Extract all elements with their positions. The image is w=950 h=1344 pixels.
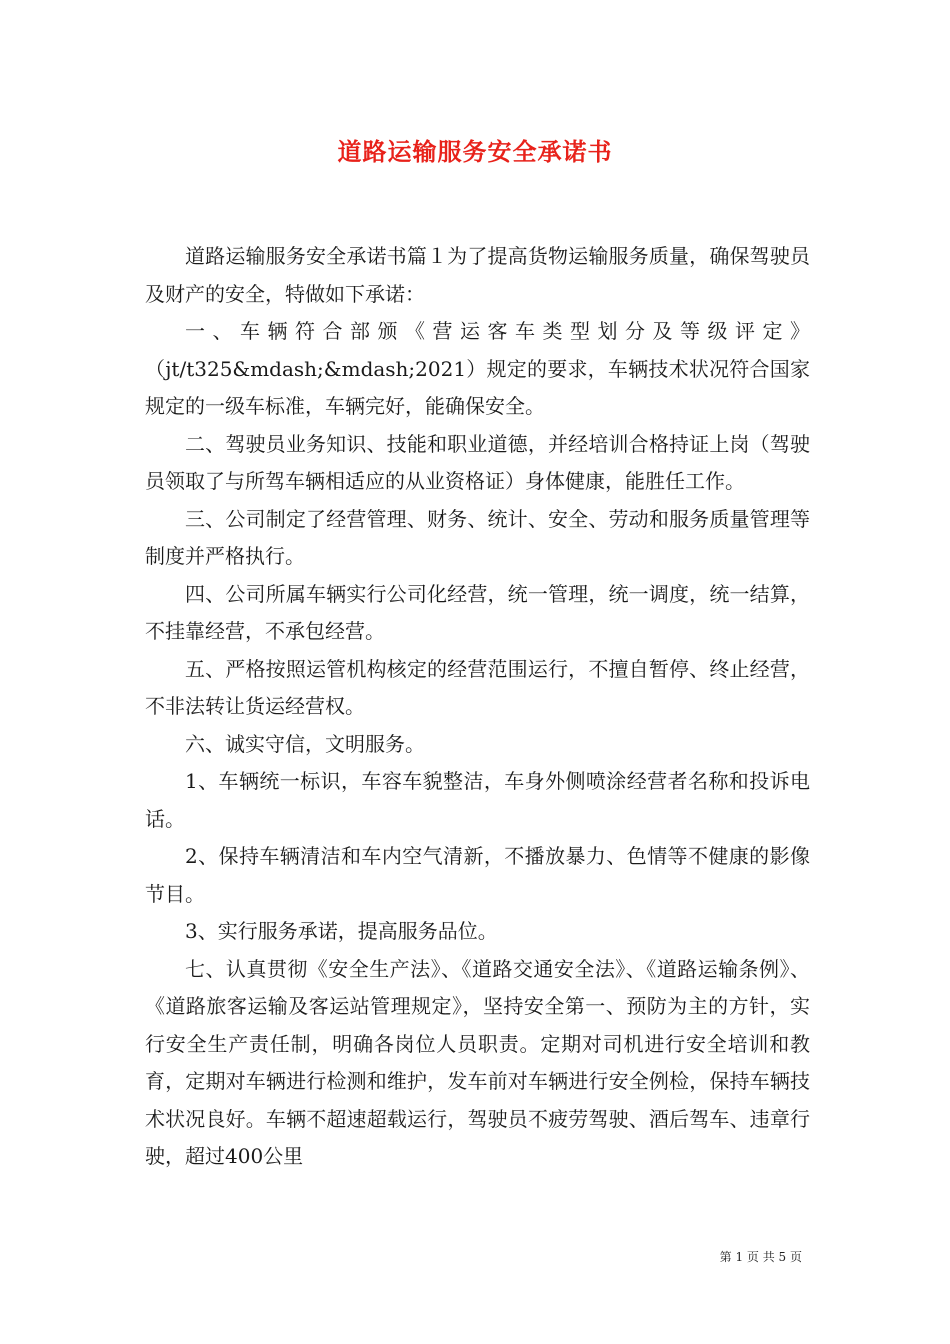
document-body	[145, 238, 810, 1176]
paragraph: 三、公司制定了经营管理、财务、统计、安全、劳动和服务质量管理等制度并严格执行。	[145, 506, 810, 568]
paragraph: 2、保持车辆清洁和车内空气清新，不播放暴力、色情等不健康的影像节目。	[145, 844, 810, 906]
paragraph: 二、驾驶员业务知识、技能和职业道德，并经培训合格持证上岗（驾驶员领取了与所驾车辆相适应的从业资格证）身体健康，能胜任工作。	[145, 431, 810, 493]
paragraph: 六、诚实守信，文明服务。	[185, 731, 425, 756]
paragraph: 1、车辆统一标识，车容车貌整洁，车身外侧喷涂经营者名称和投诉电话。	[145, 769, 810, 831]
page-number-footer: 第 1 页 共 5 页	[719, 1250, 802, 1264]
paragraph: 五、严格按照运管机构核定的经营范围运行，不擅自暂停、终止经营，不非法转让货运经营权。	[145, 656, 810, 718]
paragraph: 道路运输服务安全承诺书篇１为了提高货物运输服务质量，确保驾驶员及财产的安全，特做如下承诺：	[145, 244, 810, 306]
paragraph: 一、车辆符合部颁《营运客车类型划分及等级评定》（jt/t325&mdash;&mdash;2021）规定的要求，车辆技术状况符合国家规定的一级车标准，车辆完好，能确保安全。	[145, 319, 810, 418]
paragraph: 七、认真贯彻《安全生产法》、《道路交通安全法》、《道路运输条例》、《道路旅客运输及客运站管理规定》，坚持安全第一、预防为主的方针，实行安全生产责任制，明确各岗位人员职责。定期对司机进行安全培训和教育，定期对车辆进行检测和维护，发车前对车辆进行安全例检，保持车辆技术状况良好。车辆不超速超载运行，驾驶员不疲劳驾驶、酒后驾车、违章行驶，超过400公里	[145, 956, 810, 1168]
document-title: 道路运输服务安全承诺书	[337, 138, 613, 166]
paragraph: 3、实行服务承诺，提高服务品位。	[185, 919, 498, 943]
paragraph: 四、公司所属车辆实行公司化经营，统一管理，统一调度，统一结算，不挂靠经营，不承包经营。	[145, 581, 810, 643]
